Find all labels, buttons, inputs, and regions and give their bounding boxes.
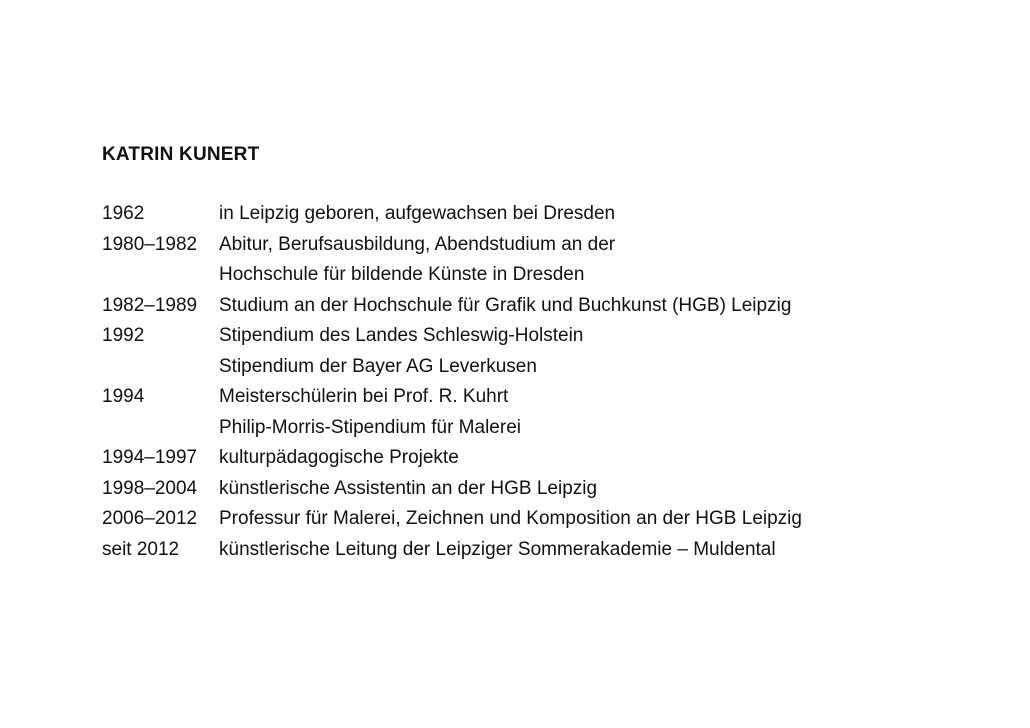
entry-line: Abitur, Berufsausbildung, Abendstudium an der: [219, 233, 616, 255]
entry-line: Stipendium des Landes Schleswig-Holstein: [219, 325, 584, 346]
entry-description: [219, 474, 982, 505]
entry-description: [219, 535, 982, 566]
entry-line: in Leipzig geboren, aufgewachsen bei Dresden: [219, 203, 616, 224]
entry-description: [219, 291, 982, 322]
entry-line: künstlerische Leitung der Leipziger Sommerakademie – Muldental: [219, 538, 776, 560]
biography-entry: [102, 291, 982, 322]
entry-description: [219, 443, 982, 474]
biography-page: [102, 140, 982, 565]
entry-year: 1980–1982: [102, 233, 198, 255]
biography-entry: [102, 382, 982, 443]
entry-description: [219, 504, 982, 535]
biography-entry: [102, 504, 982, 535]
entry-year: 1962: [102, 203, 145, 224]
entry-year: 1982–1989: [102, 294, 198, 316]
entry-line: Philip-Morris-Stipendium für Malerei: [219, 416, 521, 438]
biography-list: [102, 199, 982, 565]
biography-entry: [102, 230, 982, 291]
entry-line: Meisterschülerin bei Prof. R. Kuhrt: [219, 386, 509, 407]
entry-line: Stipendium der Bayer AG Leverkusen: [219, 355, 537, 377]
entry-year: 1994: [102, 386, 145, 407]
biography-entry: [102, 535, 982, 566]
biography-entry: [102, 443, 982, 474]
entry-description: [219, 321, 982, 382]
biography-entry: [102, 199, 982, 230]
entry-line: Hochschule für bildende Künste in Dresden: [219, 264, 585, 285]
entry-description: [219, 382, 982, 443]
entry-year: 1994–1997: [102, 447, 198, 468]
entry-line: Studium an der Hochschule für Grafik und Buchkunst (HGB) Leipzig: [219, 294, 792, 316]
biography-entry: [102, 321, 982, 382]
entry-line: Professur für Malerei, Zeichnen und Komposition an der HGB Leipzig: [219, 508, 802, 529]
biography-entry: [102, 474, 982, 505]
entry-line: kulturpädagogische Projekte: [219, 447, 459, 468]
entry-line: künstlerische Assistentin an der HGB Leipzig: [219, 477, 598, 499]
entry-description: [219, 199, 982, 230]
entry-description: [219, 230, 982, 291]
page-title: KATRIN KUNERT: [102, 144, 260, 165]
entry-year: 1992: [102, 325, 145, 346]
entry-year: 2006–2012: [102, 508, 198, 529]
entry-year: seit 2012: [102, 538, 180, 560]
entry-year: 1998–2004: [102, 477, 198, 499]
